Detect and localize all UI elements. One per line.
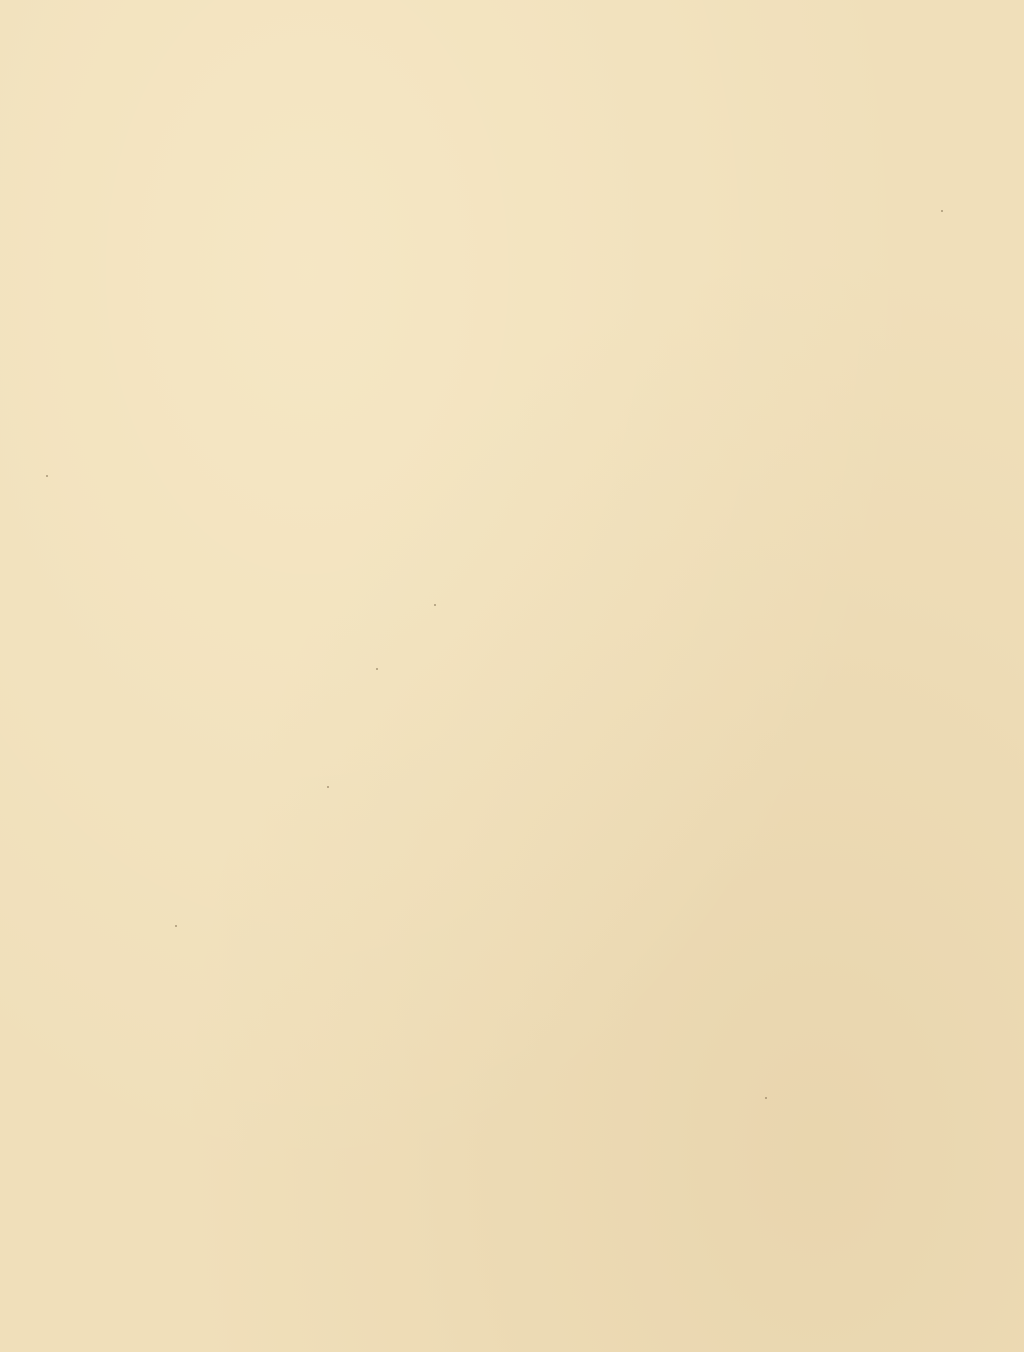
paper-speck — [327, 786, 329, 788]
paper-speck — [46, 475, 48, 477]
paper-speck — [941, 210, 943, 212]
paper-speck — [175, 925, 177, 927]
paper-speck — [376, 668, 378, 670]
paper-speck — [765, 1097, 767, 1099]
paper-speck — [434, 604, 436, 606]
